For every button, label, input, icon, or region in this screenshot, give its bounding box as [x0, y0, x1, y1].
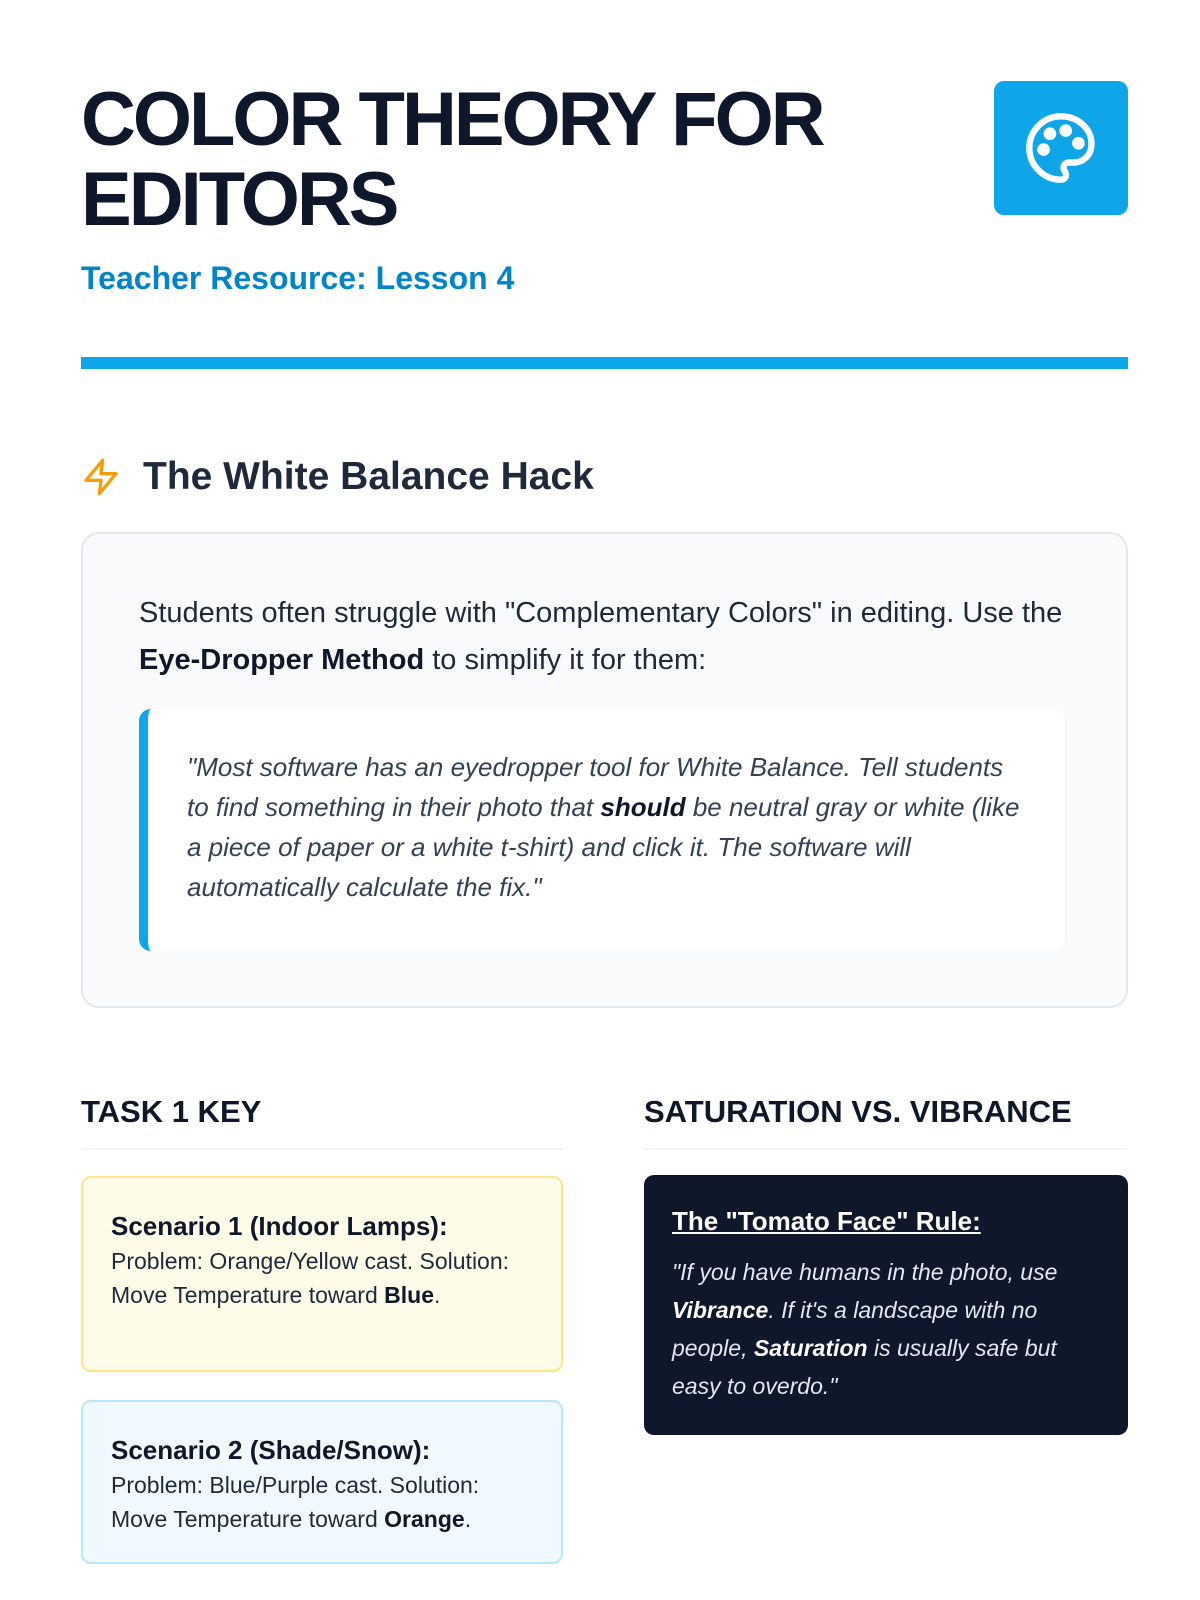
page-subtitle: Teacher Resource: Lesson 4 [81, 260, 515, 296]
scenario-title: Scenario 1 (Indoor Lamps): [111, 1211, 448, 1241]
rule-quote-part: . If it's a landscape with no people, [672, 1297, 1038, 1361]
scenario-text-end: . [434, 1282, 441, 1308]
intro-text: Students often struggle with "Complementary Colors" in editing. Use the [139, 597, 1063, 629]
rule-quote-bold: Saturation [753, 1335, 868, 1361]
scenario-body [111, 1244, 533, 1312]
header-divider [81, 357, 1128, 369]
quote-part: "Most software has an eyedropper tool for White Balance. Tell students to find something in their photo that [187, 752, 1004, 822]
section-heading [81, 452, 594, 502]
scenario-bold: Orange [384, 1506, 465, 1532]
scenario-text: Problem: Orange/Yellow cast. Solution: Move Temperature toward [111, 1248, 510, 1308]
intro-bold: Eye-Dropper Method [139, 644, 425, 676]
header [81, 77, 1128, 310]
scenario-bold: Blue [384, 1282, 434, 1308]
saturation-heading: SATURATION VS. VIBRANCE [644, 1090, 1128, 1150]
rule-quote [672, 1253, 1100, 1405]
intro-paragraph [139, 590, 1079, 684]
task-key-heading: TASK 1 KEY [81, 1090, 563, 1150]
lightning-icon [81, 457, 121, 497]
rule-quote-part-end: is usually safe but easy to overdo." [672, 1335, 1057, 1399]
rule-quote-part: "If you have humans in the photo, use [672, 1259, 1058, 1285]
rule-title: The "Tomato Face" Rule: [672, 1206, 981, 1236]
palette-logo [994, 81, 1128, 215]
scenario-text-end: . [464, 1506, 472, 1532]
intro-text-end: to simplify it for them: [424, 644, 707, 676]
section-title: The White Balance Hack [143, 455, 594, 498]
quote-bold: should [600, 792, 686, 822]
scenario-text: Problem: Blue/Purple cast. Solution: Move Temperature toward [111, 1472, 480, 1532]
quote-text [187, 747, 1027, 907]
rule-quote-bold: Vibrance [672, 1297, 769, 1323]
scenario-body [111, 1468, 533, 1536]
page-title: COLOR THEORY FOR EDITORS [81, 77, 823, 242]
scenario-title: Scenario 2 (Shade/Snow): [111, 1435, 431, 1465]
palette-icon [1023, 110, 1099, 186]
tomato-face-card [644, 1175, 1128, 1435]
quote-block [139, 709, 1065, 951]
scenario-card-1 [81, 1176, 563, 1372]
quote-part-end: be neutral gray or white (like a piece of paper or a white t-shirt) and click it. The software will automatically calculate the fix." [187, 792, 1020, 902]
scenario-card-2 [81, 1400, 563, 1564]
white-balance-card [81, 532, 1128, 1008]
